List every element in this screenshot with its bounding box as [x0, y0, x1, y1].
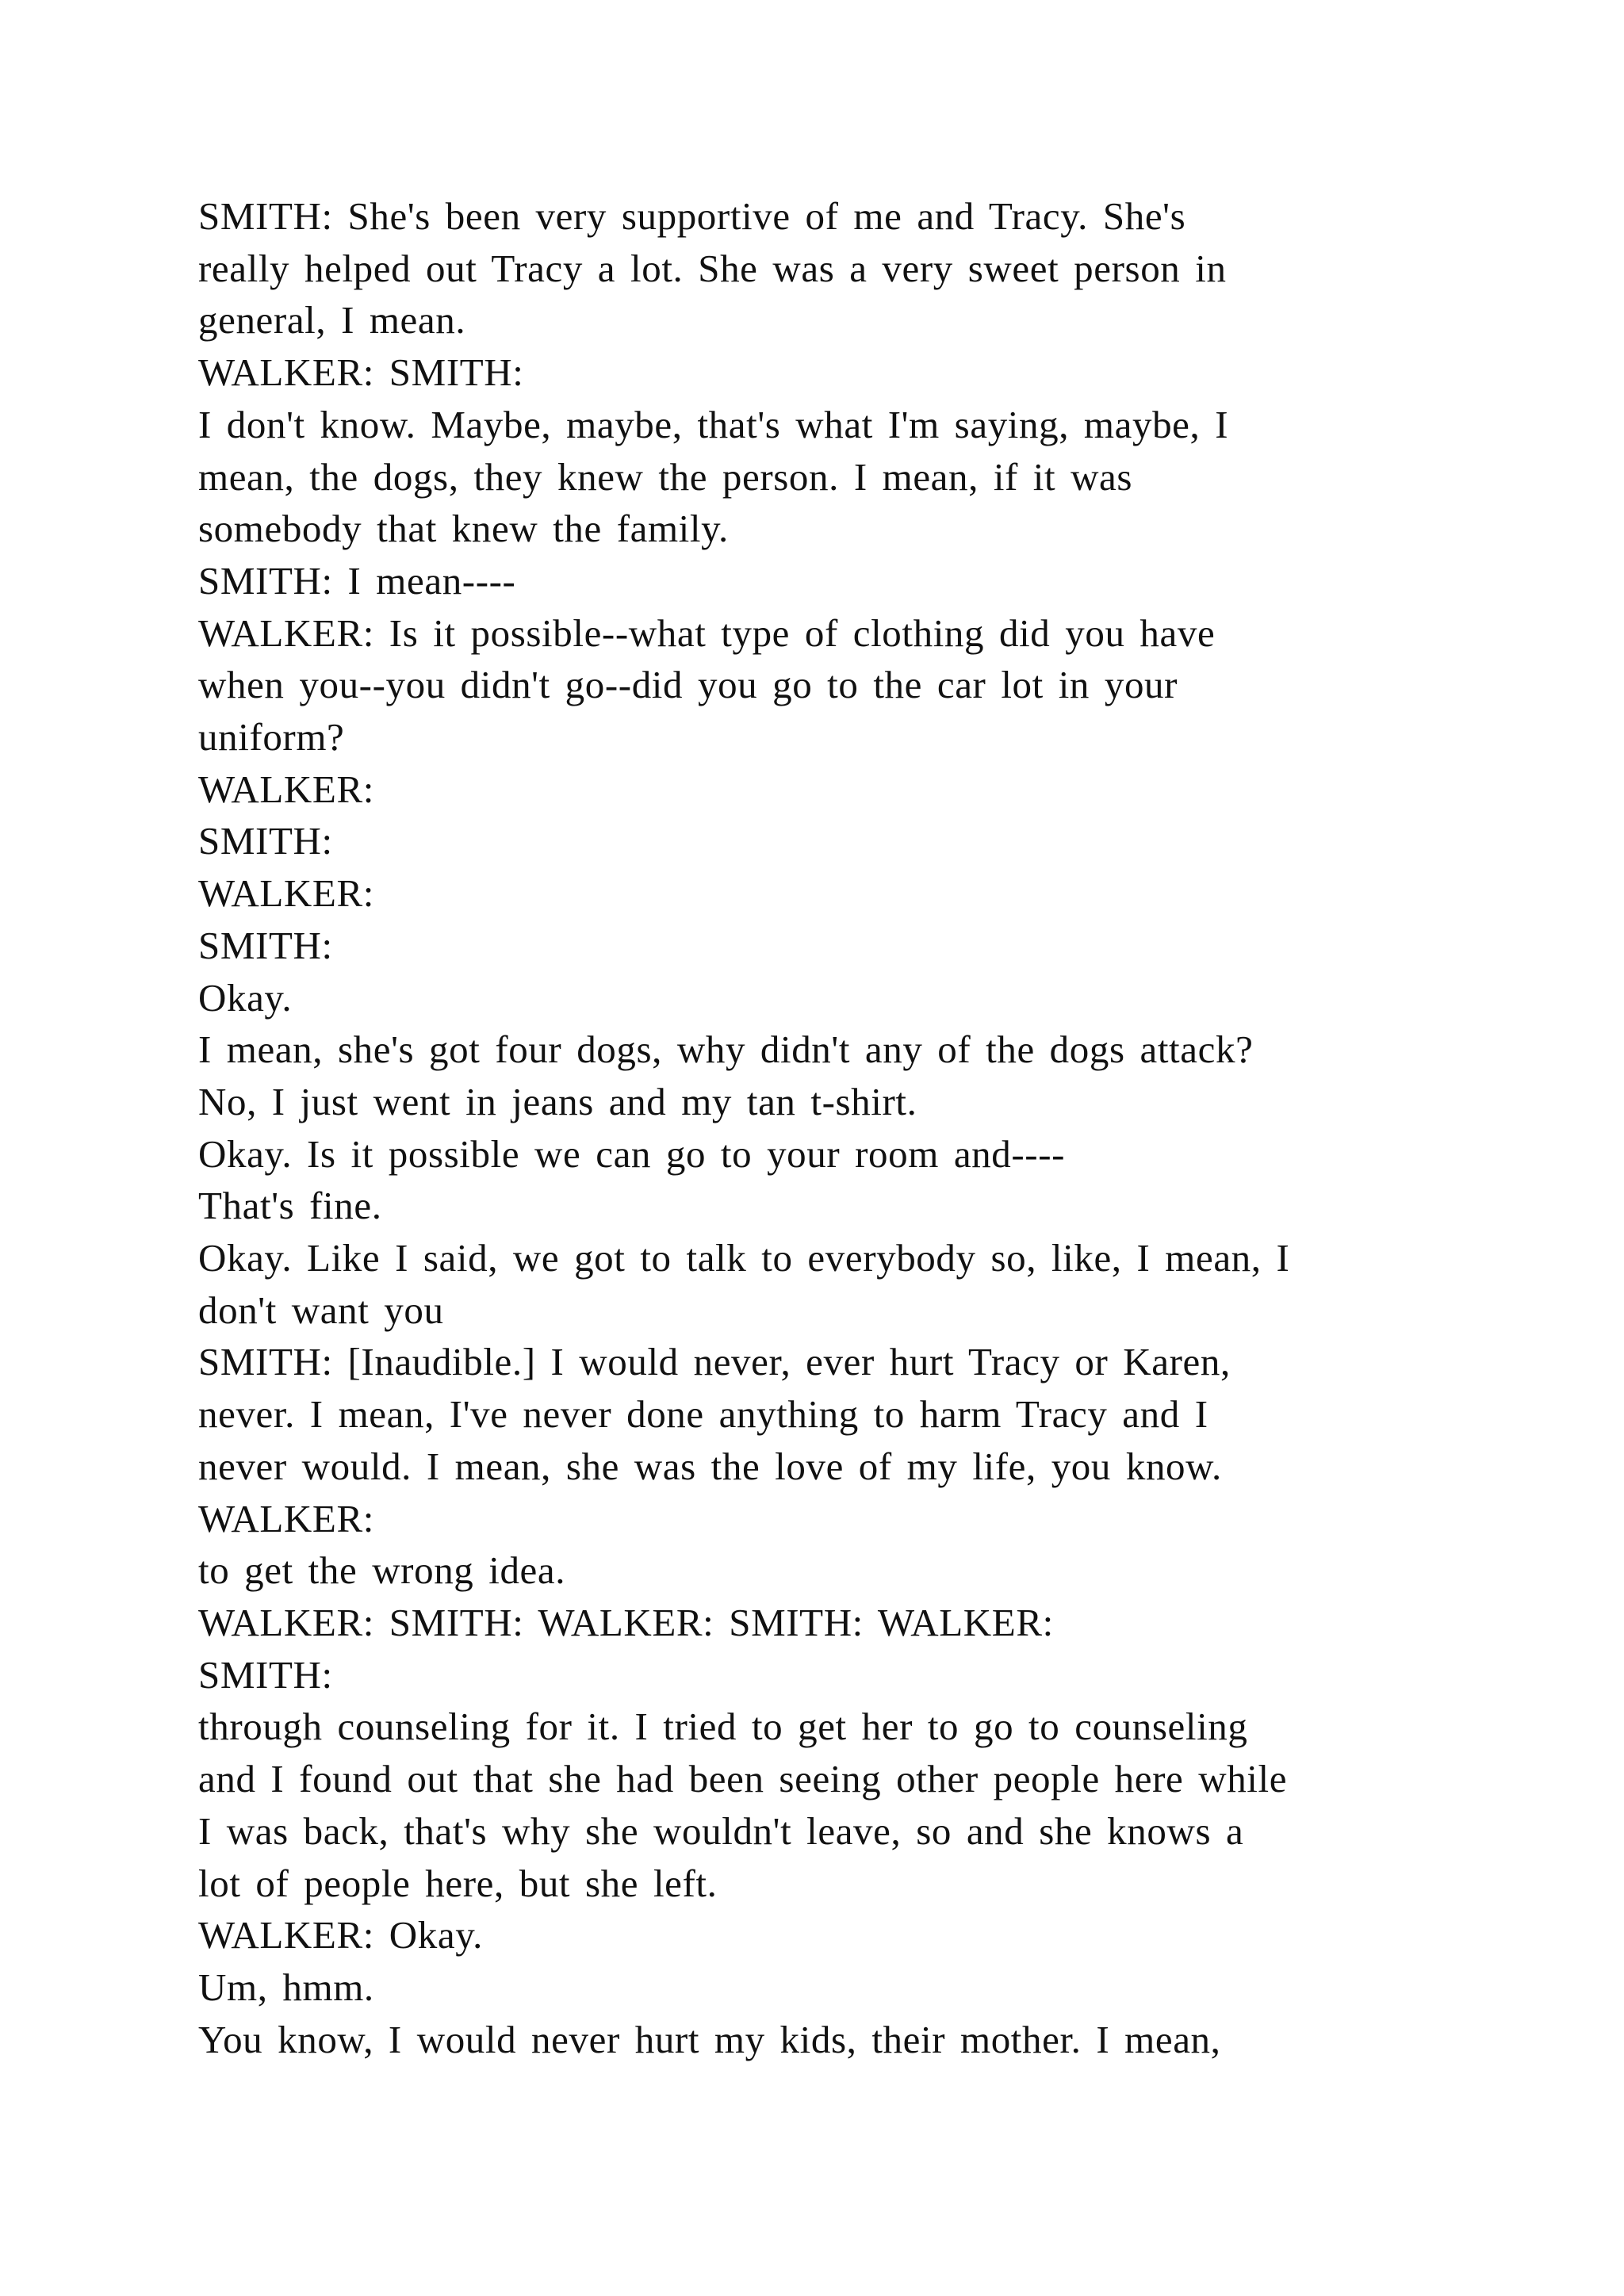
transcript-line: and I found out that she had been seeing other people here while	[198, 1757, 1288, 1801]
transcript-line: SMITH: She's been very supportive of me and Tracy. She's	[198, 194, 1186, 238]
transcript-line: WALKER: SMITH:	[198, 350, 524, 395]
transcript-line: don't want you	[198, 1288, 444, 1332]
transcript-line: mean, the dogs, they knew the person. I mean, if it was	[198, 454, 1133, 499]
transcript-line: I don't know. Maybe, maybe, that's what I'm saying, maybe, I	[198, 402, 1229, 446]
transcript-line: general, I mean.	[198, 298, 466, 342]
transcript-line: lot of people here, but she left.	[198, 1861, 718, 1905]
transcript-line: when you--you didn't go--did you go to the car lot in your	[198, 663, 1178, 707]
transcript-line: SMITH:	[198, 923, 333, 967]
transcript-line: WALKER: Is it possible--what type of clothing did you have	[198, 610, 1216, 655]
transcript-line: I mean, she's got four dogs, why didn't any of the dogs attack?	[198, 1027, 1254, 1072]
transcript-line: I was back, that's why she wouldn't leave, so and she knows a	[198, 1808, 1244, 1853]
transcript-line: Okay. Is it possible we can go to your room and----	[198, 1131, 1066, 1176]
transcript-line: WALKER: SMITH: WALKER: SMITH: WALKER:	[198, 1600, 1054, 1644]
transcript-line: uniform?	[198, 715, 345, 760]
transcript-line: WALKER:	[198, 871, 374, 916]
transcript-text	[198, 190, 1451, 2065]
transcript-line: SMITH:	[198, 1652, 333, 1697]
transcript-line: WALKER:	[198, 1496, 374, 1540]
transcript-line: No, I just went in jeans and my tan t-shirt.	[198, 1079, 917, 1123]
transcript-line: really helped out Tracy a lot. She was a very sweet person in	[198, 246, 1227, 290]
transcript-line: WALKER:	[198, 767, 374, 811]
transcript-line: never. I mean, I've never done anything to harm Tracy and I	[198, 1392, 1208, 1437]
transcript-line: SMITH:	[198, 819, 333, 863]
transcript-line: You know, I would never hurt my kids, their mother. I mean,	[198, 2017, 1221, 2061]
transcript-line: SMITH: I mean----	[198, 558, 516, 603]
transcript-line: never would. I mean, she was the love of my life, you know.	[198, 1444, 1222, 1488]
transcript-line: Okay. Like I said, we got to talk to everybody so, like, I mean, I	[198, 1236, 1290, 1280]
transcript-line: Um, hmm.	[198, 1965, 374, 2009]
transcript-line: SMITH: [Inaudible.] I would never, ever hurt Tracy or Karen,	[198, 1340, 1231, 1384]
transcript-line: WALKER: Okay.	[198, 1913, 484, 1957]
transcript-line: That's fine.	[198, 1184, 382, 1228]
transcript-line: Okay.	[198, 975, 293, 1020]
transcript-line: somebody that knew the family.	[198, 507, 729, 551]
transcript-line: through counseling for it. I tried to get her to go to counseling	[198, 1705, 1248, 1749]
transcript-line: to get the wrong idea.	[198, 1548, 566, 1593]
